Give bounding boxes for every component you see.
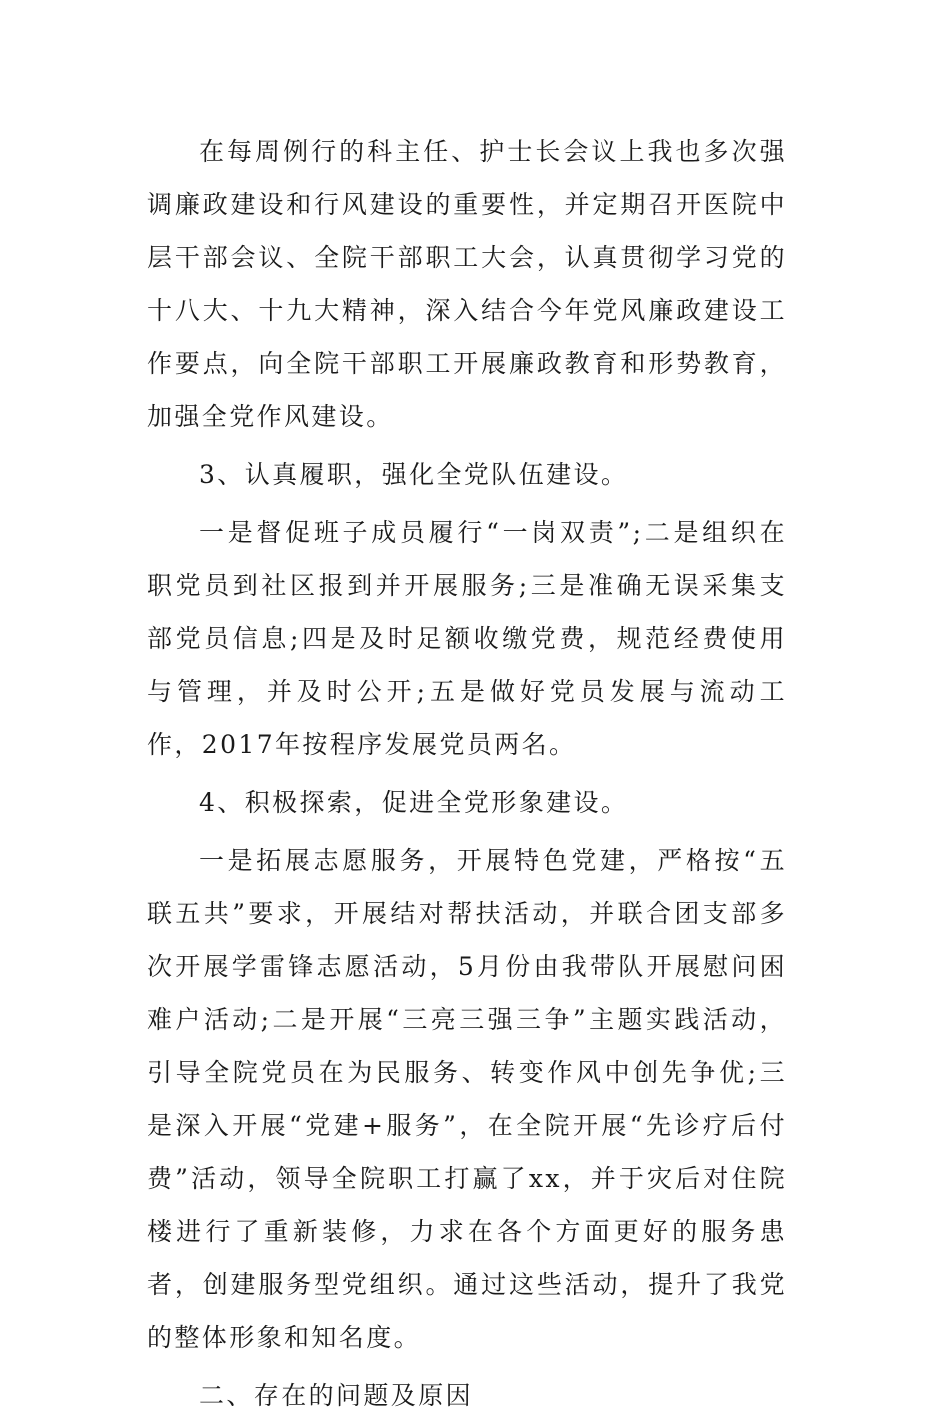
paragraph-team-building: 一是督促班子成员履行“一岗双责”;二是组织在职党员到社区报到并开展服务;三是准确无误采集支部党员信息;四是及时足额收缴党费，规范经费使用与管理，并及时公开;五是做好党员发展与流动工作，2017年按程序发展党员两名。 [147, 518, 787, 759]
paragraph-integrity-meetings: 在每周例行的科主任、护士长会议上我也多次强调廉政建设和行风建设的重要性，并定期召开医院中层干部会议、全院干部职工大会，认真贯彻学习党的十八大、十九大精神，深入结合今年党风廉政建设工作要点，向全院干部职工开展廉政教育和形势教育，加强全党作风建设。 [147, 137, 787, 431]
paragraph-image-building: 一是拓展志愿服务，开展特色党建，严格按“五联五共”要求，开展结对帮扶活动，并联合团支部多次开展学雷锋志愿活动，5月份由我带队开展慰问困难户活动;二是开展“三亮三强三争”主题实践活动，引导全院党员在为民服务、转变作风中创先争优;三是深入开展“党建+服务”，在全院开展“先诊疗后付费”活动，领导全院职工打赢了xx，并于灾后对住院楼进行了重新装修，力求在各个方面更好的服务患者，创建服务型党组织。通过这些活动，提升了我党的整体形象和知名度。 [147, 846, 787, 1352]
document-body [147, 125, 787, 1422]
section-heading-problems: 二、存在的问题及原因 [199, 1381, 474, 1410]
section-heading-4: 4、积极探索，促进全党形象建设。 [199, 788, 629, 817]
section-heading-3: 3、认真履职，强化全党队伍建设。 [199, 460, 629, 489]
